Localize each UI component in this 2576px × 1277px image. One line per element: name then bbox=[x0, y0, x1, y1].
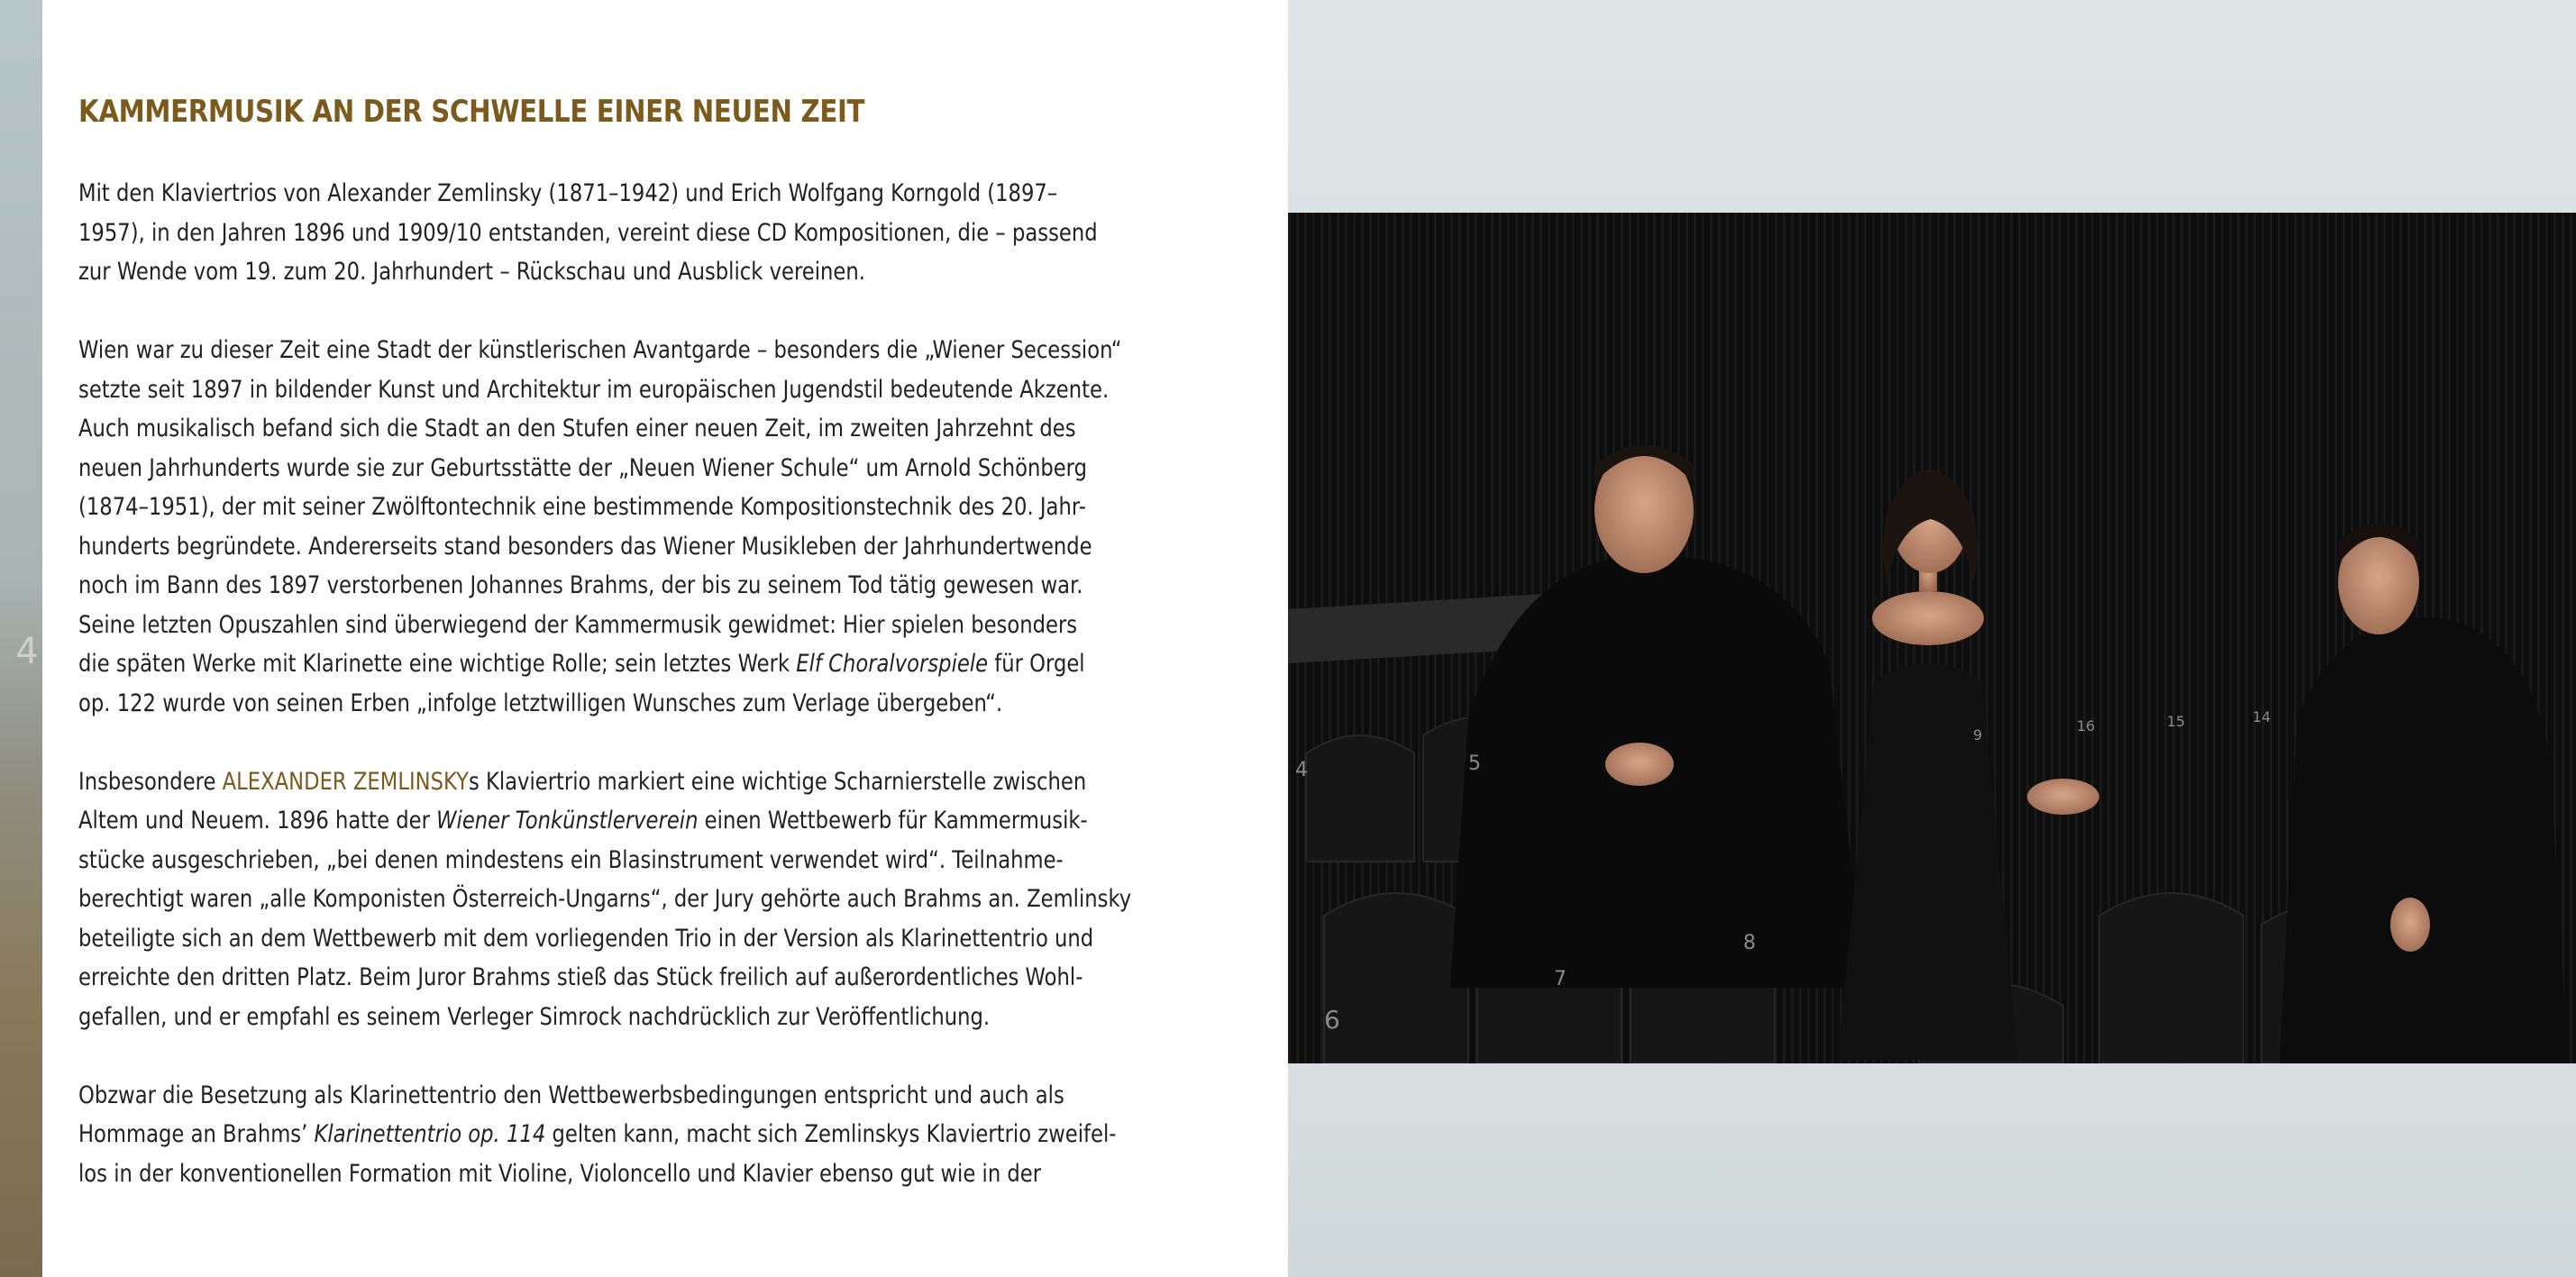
text-line: neuen Jahrhunderts wurde sie zur Geburtsstätte der „Neuen Wiener Schule“ um Arnold Schönberg bbox=[78, 453, 1088, 482]
photo-illustration bbox=[1288, 213, 2576, 1063]
work-title: Elf Choralvorspiele bbox=[796, 650, 989, 678]
text-line: setzte seit 1897 in bildender Kunst und Architektur im europäischen Jugendstil bedeutende Akzente. bbox=[78, 375, 1110, 404]
body-text bbox=[78, 174, 1214, 1233]
section-heading: KAMMERMUSIK AN DER SCHWELLE EINER NEUEN ZEIT bbox=[78, 94, 865, 130]
paragraph-zemlinsky bbox=[78, 762, 1214, 1037]
seat-number: 6 bbox=[1324, 1005, 1340, 1035]
text-line: Auch musikalisch befand sich die Stadt an den Stufen einer neuen Zeit, im zweiten Jahrzehnt des bbox=[78, 415, 1076, 442]
text-run: Hommage an Brahms’ bbox=[78, 1120, 315, 1148]
seat-number: 15 bbox=[2167, 713, 2186, 730]
seat-number: 4 bbox=[1295, 759, 1308, 781]
text-run: s Klaviertrio markiert eine wichtige Scharnierstelle zwischen bbox=[468, 767, 1087, 796]
paragraph-formation bbox=[78, 1076, 1214, 1194]
text-line: (1874–1951), der mit seiner Zwölftontechnik eine bestimmende Kompositionstechnik des 20. Jahr- bbox=[78, 493, 1086, 521]
paragraph-vienna bbox=[78, 331, 1214, 723]
text-line: hunderts begründete. Andererseits stand besonders das Wiener Musikleben der Jahrhundertwende bbox=[78, 532, 1092, 561]
text-line: Obzwar die Besetzung als Klarinettentrio den Wettbewerbsbedingungen entspricht und auch als bbox=[78, 1081, 1064, 1109]
seat-number: 14 bbox=[2252, 708, 2271, 725]
text-line: gefallen, und er empfahl es seinem Verleger Simrock nachdrücklich zur Veröffentlichung. bbox=[78, 1002, 991, 1031]
text-line: erreichte den dritten Platz. Beim Juror Brahms stieß das Stück freilich auf außerordentliches Wohl- bbox=[78, 963, 1083, 991]
text-line: op. 122 wurde von seinen Erben „infolge letztwilligen Wunsches zum Verlage übergeben“. bbox=[78, 689, 1003, 717]
text-line: zur Wende vom 19. zum 20. Jahrhundert – Rückschau und Ausblick vereinen. bbox=[78, 258, 865, 286]
text-run: für Orgel bbox=[988, 650, 1085, 678]
text-line: beteiligte sich an dem Wettbewerb mit dem vorliegenden Trio in der Version als Klarinettentrio und bbox=[78, 924, 1094, 953]
text-line: berechtigt waren „alle Komponisten Österreich-Ungarns“, der Jury gehörte auch Brahms an. Zemlinsky bbox=[78, 885, 1132, 913]
text-line: noch im Bann des 1897 verstorbenen Johannes Brahms, der bis zu seinem Tod tätig gewesen war. bbox=[78, 571, 1083, 599]
paragraph-intro bbox=[78, 174, 1214, 292]
text-line bbox=[78, 644, 1214, 684]
text-run: einen Wettbewerb für Kammermusik- bbox=[698, 807, 1088, 835]
page-number: 4 bbox=[15, 631, 39, 672]
organization-name: Wiener Tonkünstlerverein bbox=[436, 807, 699, 835]
seat-number: 9 bbox=[1973, 726, 1983, 743]
seat-number: 8 bbox=[1743, 932, 1756, 954]
text-line: 1957), in den Jahren 1896 und 1909/10 entstanden, vereint diese CD Kompositionen, die – passend bbox=[78, 218, 1098, 247]
text-run: Insbesondere bbox=[78, 767, 223, 796]
text-line: Wien war zu dieser Zeit eine Stadt der künstlerischen Avantgarde – besonders die „Wiener Secession“ bbox=[78, 336, 1122, 364]
text-run: die späten Werke mit Klarinette eine wichtige Rolle; sein letztes Werk bbox=[78, 650, 797, 678]
text-line: Seine letzten Opuszahlen sind überwiegend der Kammermusik gewidmet: Hier spielen besonders bbox=[78, 610, 1078, 639]
text-run: Altem und Neuem. 1896 hatte der bbox=[78, 807, 437, 835]
seat-number: 7 bbox=[1554, 968, 1567, 990]
text-line: Mit den Klaviertrios von Alexander Zemlinsky (1871–1942) und Erich Wolfgang Korngold (1897– bbox=[78, 179, 1058, 207]
text-line: los in der konventionellen Formation mit Violine, Violoncello und Klavier ebenso gut wie in der bbox=[78, 1159, 1042, 1188]
text-line bbox=[78, 801, 1214, 841]
text-line bbox=[78, 1115, 1214, 1154]
seat-number: 5 bbox=[1468, 753, 1481, 775]
composer-name-highlight: ALEXANDER ZEMLINSKY bbox=[222, 767, 469, 796]
text-run: gelten kann, macht sich Zemlinskys Klaviertrio zweifel- bbox=[545, 1120, 1117, 1148]
trio-photograph bbox=[1288, 213, 2576, 1063]
seat-number: 16 bbox=[2077, 717, 2096, 734]
work-title: Klarinettentrio op. 114 bbox=[314, 1120, 546, 1148]
text-line: stücke ausgeschrieben, „bei denen mindestens ein Blasinstrument verwendet wird“. Teilnahme- bbox=[78, 845, 1064, 874]
text-line bbox=[78, 762, 1214, 802]
